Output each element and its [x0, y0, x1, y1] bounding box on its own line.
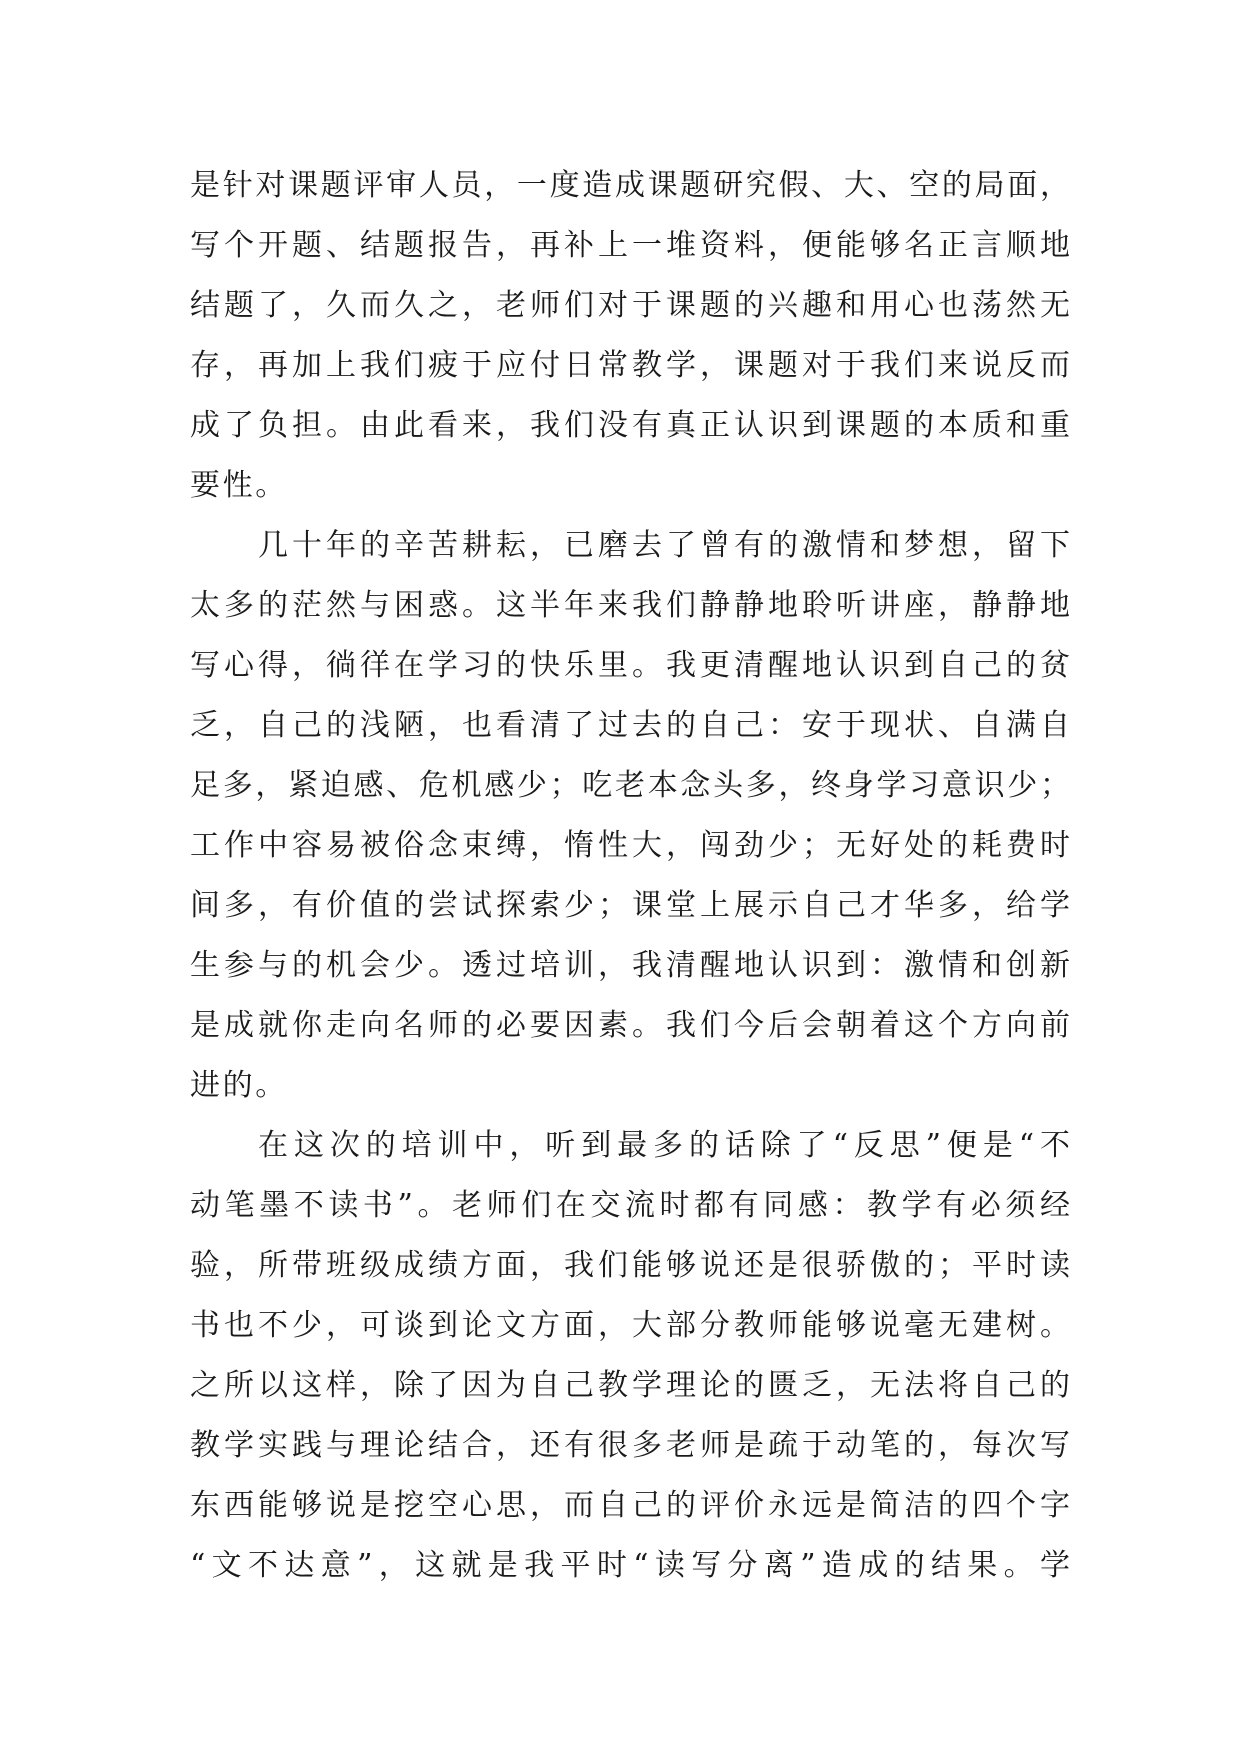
text-line: “文不达意”，这就是我平时“读写分离”造成的结果。学	[190, 1548, 1070, 1583]
text-line: 足多，紧迫感、危机感少；吃老本念头多，终身学习意识少；	[190, 768, 1070, 803]
text-line: 乏，自己的浅陋，也看清了过去的自己：安于现状、自满自	[190, 708, 1070, 743]
text-line: 太多的茫然与困惑。这半年来我们静静地聆听讲座，静静地	[190, 588, 1070, 623]
paragraph-first-line: 在这次的培训中，听到最多的话除了“反思”便是“不	[258, 1128, 1070, 1163]
text-line: 之所以这样，除了因为自己教学理论的匮乏，无法将自己的	[190, 1368, 1070, 1403]
text-line: 写个开题、结题报告，再补上一堆资料，便能够名正言顺地	[190, 228, 1070, 263]
text-line: 间多，有价值的尝试探索少；课堂上展示自己才华多，给学	[190, 888, 1070, 923]
text-line: 教学实践与理论结合，还有很多老师是疏于动笔的，每次写	[190, 1428, 1070, 1463]
text-line: 要性。	[190, 468, 288, 503]
text-line: 生参与的机会少。透过培训，我清醒地认识到：激情和创新	[190, 948, 1070, 983]
text-line: 结题了，久而久之，老师们对于课题的兴趣和用心也荡然无	[190, 288, 1070, 323]
text-line: 写心得，徜徉在学习的快乐里。我更清醒地认识到自己的贫	[190, 648, 1070, 683]
text-line: 验，所带班级成绩方面，我们能够说还是很骄傲的；平时读	[190, 1248, 1070, 1283]
text-line: 存，再加上我们疲于应付日常教学，课题对于我们来说反而	[190, 348, 1070, 383]
text-line: 是成就你走向名师的必要因素。我们今后会朝着这个方向前	[190, 1008, 1070, 1043]
text-line: 书也不少，可谈到论文方面，大部分教师能够说毫无建树。	[190, 1308, 1070, 1343]
text-line: 是针对课题评审人员，一度造成课题研究假、大、空的局面，	[190, 168, 1070, 203]
text-line: 动笔墨不读书”。老师们在交流时都有同感：教学有必须经	[190, 1188, 1070, 1223]
text-line: 成了负担。由此看来，我们没有真正认识到课题的本质和重	[190, 408, 1070, 443]
text-line: 工作中容易被俗念束缚，惰性大，闯劲少；无好处的耗费时	[190, 828, 1070, 863]
text-line: 进的。	[190, 1068, 288, 1103]
text-line: 东西能够说是挖空心思，而自己的评价永远是简洁的四个字	[190, 1488, 1070, 1523]
paragraph-first-line: 几十年的辛苦耕耘，已磨去了曾有的激情和梦想，留下	[258, 528, 1070, 563]
